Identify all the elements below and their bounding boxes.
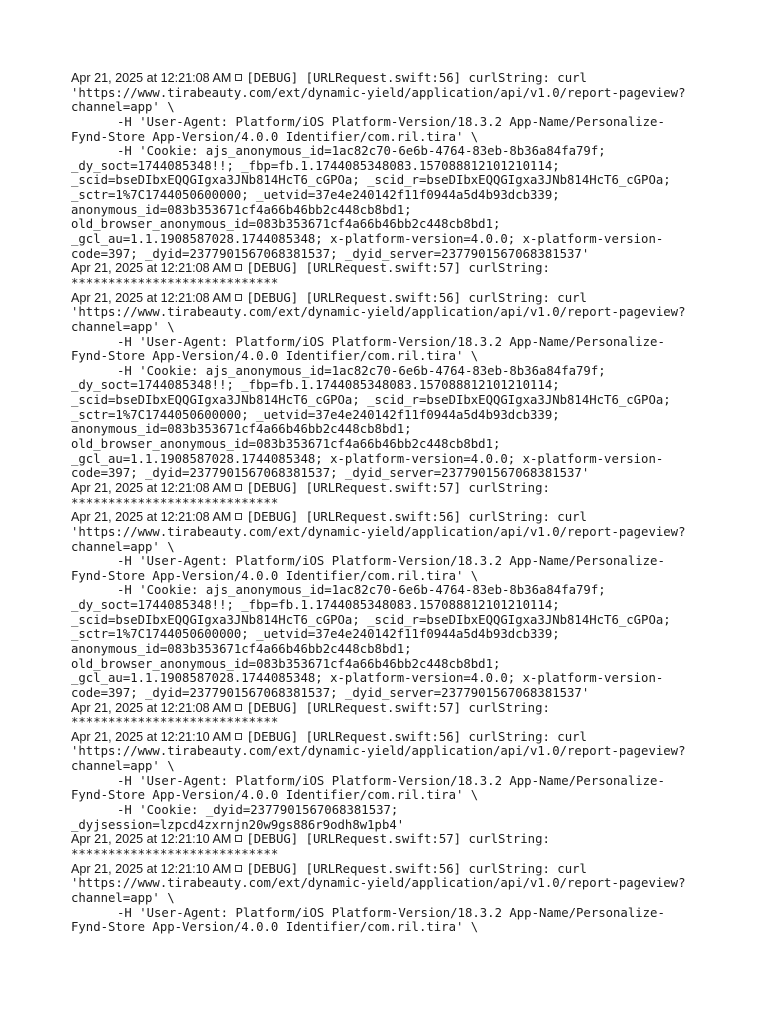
log-line: _scid=bseDIbxEQQGIgxa3JNb814HcT6_cGPOa; _scid_r=bseDIbxEQQGIgxa3JNb814HcT6_cGPOa; [71,393,671,408]
log-line: Fynd-Store App-Version/4.0.0 Identifier/com.ril.tira' \ [71,349,479,364]
log-timestamp: Apr 21, 2025 at 12:21:08 AM [71,700,232,715]
log-level-square-icon [235,513,242,520]
log-line: -H 'Cookie: ajs_anonymous_id=1ac82c70-6e6b-4764-83eb-8b36a84fa79f; [117,583,606,598]
log-line: channel=app' \ [71,539,175,554]
log-timestamp: Apr 21, 2025 at 12:21:08 AM [71,480,232,495]
log-line: _dy_soct=1744085348!!; _fbp=fb.1.1744085348083.157088812101210114; [71,158,560,173]
log-line: _dyjsession=lzpcd4zxrnjn20w9gs886r9odh8w1pb4' [71,817,405,832]
log-line: _gcl_au=1.1.1908587028.1744085348; x-platform-version=4.0.0; x-platform-version- [71,451,664,466]
log-tag: [DEBUG] [URLRequest.swift:56] curlString: curl [246,290,587,305]
log-line: Fynd-Store App-Version/4.0.0 Identifier/com.ril.tira' \ [71,920,479,935]
log-entry-header [71,832,711,847]
log-line: -H 'User-Agent: Platform/iOS Platform-Version/18.3.2 App-Name/Personalize- [117,114,665,129]
log-timestamp: Apr 21, 2025 at 12:21:10 AM [71,832,232,847]
log-level-square-icon [235,835,242,842]
log-entry-header [71,730,711,745]
log-line: channel=app' \ [71,319,175,334]
log-line: _scid=bseDIbxEQQGIgxa3JNb814HcT6_cGPOa; _scid_r=bseDIbxEQQGIgxa3JNb814HcT6_cGPOa; [71,612,671,627]
log-line: anonymous_id=083b353671cf4a66b46bb2c448cb8bd1; [71,202,412,217]
log-line: **************************** [71,275,279,290]
log-line: -H 'Cookie: ajs_anonymous_id=1ac82c70-6e6b-4764-83eb-8b36a84fa79f; [117,144,606,159]
log-line: Fynd-Store App-Version/4.0.0 Identifier/com.ril.tira' \ [71,788,479,803]
log-line: _gcl_au=1.1.1908587028.1744085348; x-platform-version=4.0.0; x-platform-version- [71,671,664,686]
log-line: 'https://www.tirabeauty.com/ext/dynamic-yield/application/api/v1.0/report-pageview? [71,305,686,320]
log-line: channel=app' \ [71,759,175,774]
log-line: anonymous_id=083b353671cf4a66b46bb2c448cb8bd1; [71,641,412,656]
log-entry-header [71,481,711,496]
log-line: old_browser_anonymous_id=083b353671cf4a66b46bb2c448cb8bd1; [71,437,501,452]
log-line: **************************** [71,495,279,510]
log-tag: [DEBUG] [URLRequest.swift:57] curlString: [246,832,550,847]
log-line: anonymous_id=083b353671cf4a66b46bb2c448cb8bd1; [71,422,412,437]
log-line: 'https://www.tirabeauty.com/ext/dynamic-yield/application/api/v1.0/report-pageview? [71,524,686,539]
log-entry-header [71,510,711,525]
log-timestamp: Apr 21, 2025 at 12:21:08 AM [71,510,232,525]
log-line: _sctr=1%7C1744050600000; _uetvid=37e4e240142f11f0944a5d4b93dcb339; [71,188,560,203]
log-line: 'https://www.tirabeauty.com/ext/dynamic-yield/application/api/v1.0/report-pageview? [71,876,686,891]
log-line: -H 'Cookie: _dyid=2377901567068381537; [117,803,399,818]
log-level-square-icon [235,74,242,81]
log-line: channel=app' \ [71,100,175,115]
log-entry-header [71,701,711,716]
log-line: _scid=bseDIbxEQQGIgxa3JNb814HcT6_cGPOa; _scid_r=bseDIbxEQQGIgxa3JNb814HcT6_cGPOa; [71,173,671,188]
log-tag: [DEBUG] [URLRequest.swift:57] curlString: [246,480,550,495]
log-line: _sctr=1%7C1744050600000; _uetvid=37e4e240142f11f0944a5d4b93dcb339; [71,407,560,422]
log-entry-header [71,862,711,877]
log-entry-header [71,71,711,86]
log-line: 'https://www.tirabeauty.com/ext/dynamic-yield/application/api/v1.0/report-pageview? [71,744,686,759]
log-line: code=397; _dyid=2377901567068381537; _dyid_server=2377901567068381537' [71,246,590,261]
log-line: old_browser_anonymous_id=083b353671cf4a66b46bb2c448cb8bd1; [71,656,501,671]
log-entry-header [71,261,711,276]
log-level-square-icon [235,704,242,711]
log-timestamp: Apr 21, 2025 at 12:21:10 AM [71,729,232,744]
log-line: _dy_soct=1744085348!!; _fbp=fb.1.1744085348083.157088812101210114; [71,378,560,393]
log-line: _gcl_au=1.1.1908587028.1744085348; x-platform-version=4.0.0; x-platform-version- [71,232,664,247]
log-line: code=397; _dyid=2377901567068381537; _dyid_server=2377901567068381537' [71,466,590,481]
log-entry-header [71,291,711,306]
log-line: old_browser_anonymous_id=083b353671cf4a66b46bb2c448cb8bd1; [71,217,501,232]
log-tag: [DEBUG] [URLRequest.swift:56] curlString: curl [246,861,587,876]
log-tag: [DEBUG] [URLRequest.swift:57] curlString: [246,261,550,276]
log-line: -H 'User-Agent: Platform/iOS Platform-Version/18.3.2 App-Name/Personalize- [117,773,665,788]
log-level-square-icon [235,264,242,271]
log-level-square-icon [235,733,242,740]
log-line: Fynd-Store App-Version/4.0.0 Identifier/com.ril.tira' \ [71,568,479,583]
log-line: **************************** [71,846,279,861]
log-line: -H 'User-Agent: Platform/iOS Platform-Version/18.3.2 App-Name/Personalize- [117,554,665,569]
log-line: 'https://www.tirabeauty.com/ext/dynamic-yield/application/api/v1.0/report-pageview? [71,85,686,100]
log-level-square-icon [235,865,242,872]
log-level-square-icon [235,294,242,301]
log-tag: [DEBUG] [URLRequest.swift:56] curlString: curl [246,71,587,85]
log-tag: [DEBUG] [URLRequest.swift:56] curlString: curl [246,729,587,744]
log-line: _sctr=1%7C1744050600000; _uetvid=37e4e240142f11f0944a5d4b93dcb339; [71,627,560,642]
debug-log [71,71,711,935]
log-line: Fynd-Store App-Version/4.0.0 Identifier/com.ril.tira' \ [71,129,479,144]
log-line: **************************** [71,715,279,730]
log-line: channel=app' \ [71,890,175,905]
log-line: -H 'User-Agent: Platform/iOS Platform-Version/18.3.2 App-Name/Personalize- [117,905,665,920]
log-tag: [DEBUG] [URLRequest.swift:56] curlString: curl [246,510,587,525]
log-line: code=397; _dyid=2377901567068381537; _dyid_server=2377901567068381537' [71,685,590,700]
log-line: -H 'Cookie: ajs_anonymous_id=1ac82c70-6e6b-4764-83eb-8b36a84fa79f; [117,363,606,378]
log-timestamp: Apr 21, 2025 at 12:21:08 AM [71,290,232,305]
log-line: -H 'User-Agent: Platform/iOS Platform-Version/18.3.2 App-Name/Personalize- [117,334,665,349]
log-line: _dy_soct=1744085348!!; _fbp=fb.1.1744085348083.157088812101210114; [71,598,560,613]
log-tag: [DEBUG] [URLRequest.swift:57] curlString: [246,700,550,715]
log-timestamp: Apr 21, 2025 at 12:21:08 AM [71,261,232,276]
log-level-square-icon [235,484,242,491]
log-timestamp: Apr 21, 2025 at 12:21:10 AM [71,861,232,876]
log-timestamp: Apr 21, 2025 at 12:21:08 AM [71,71,232,85]
